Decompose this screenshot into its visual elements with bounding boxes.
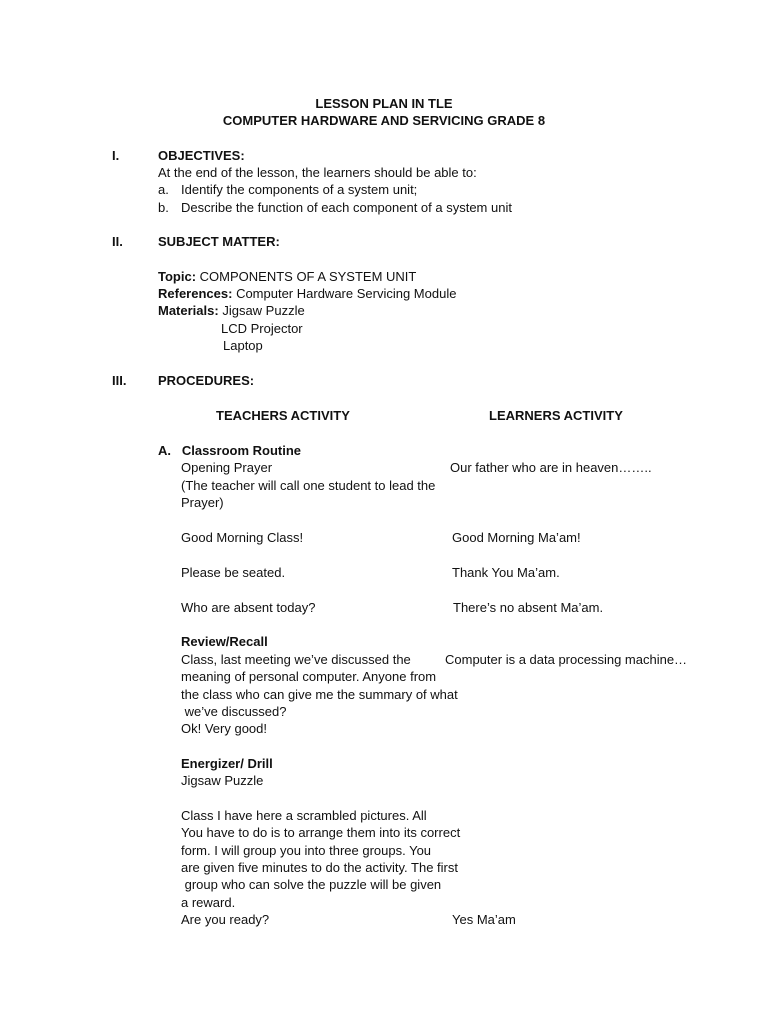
references-value: Computer Hardware Servicing Module [236, 286, 457, 301]
objective-b-marker: b. [158, 200, 169, 215]
energizer-line: form. I will group you into three groups. You [181, 843, 432, 858]
seated-instruction: Please be seated. [181, 565, 286, 580]
document-subtitle: COMPUTER HARDWARE AND SERVICING GRADE 8 [222, 113, 546, 128]
energizer-line: Class I have here a scrambled pictures. All [181, 808, 427, 823]
section-1-heading: OBJECTIVES: [158, 148, 245, 163]
ready-response: Yes Ma’am [452, 912, 516, 927]
opening-prayer-note: (The teacher will call one student to lead the [181, 478, 436, 493]
review-line: Class, last meeting we’ve discussed the [181, 652, 411, 667]
energizer-activity: Jigsaw Puzzle [181, 773, 264, 788]
objective-a-text: Identify the components of a system unit; [181, 182, 418, 197]
greeting: Good Morning Class! [181, 530, 304, 545]
review-line: meaning of personal computer. Anyone from [181, 669, 437, 684]
energizer-line: are given five minutes to do the activity. The first [181, 860, 458, 875]
teachers-activity-header: TEACHERS ACTIVITY [216, 408, 350, 423]
material-item: Jigsaw Puzzle [222, 303, 305, 318]
ready-question: Are you ready? [181, 912, 270, 927]
section-2-numeral: II. [112, 234, 123, 249]
review-heading: Review/Recall [181, 634, 268, 649]
objectives-intro: At the end of the lesson, the learners should be able to: [158, 165, 477, 180]
topic-line [158, 268, 416, 285]
absent-question: Who are absent today? [181, 600, 316, 615]
material-item: Laptop [223, 338, 263, 353]
opening-prayer-note: Prayer) [181, 495, 224, 510]
objective-b-text: Describe the function of each component of a system unit [181, 200, 512, 215]
review-line: we’ve discussed? [181, 704, 287, 719]
review-line: Ok! Very good! [181, 721, 267, 736]
learners-activity-header: LEARNERS ACTIVITY [489, 408, 623, 423]
references-label: References: [158, 286, 233, 301]
section-2-heading: SUBJECT MATTER: [158, 234, 280, 249]
section-3-numeral: III. [112, 373, 127, 388]
references-line [158, 285, 456, 302]
review-line: the class who can give me the summary of what [181, 687, 458, 702]
part-a-heading: A. Classroom Routine [158, 443, 302, 458]
opening-prayer-response: Our father who are in heaven…….. [450, 460, 652, 475]
review-response: Computer is a data processing machine… [445, 652, 688, 667]
materials-label: Materials: [158, 303, 219, 318]
section-3-heading: PROCEDURES: [158, 373, 255, 388]
objective-a-marker: a. [158, 182, 169, 197]
document-title: LESSON PLAN IN TLE [315, 96, 453, 111]
topic-label: Topic: [158, 269, 197, 284]
opening-prayer: Opening Prayer [181, 460, 273, 475]
energizer-heading: Energizer/ Drill [181, 756, 273, 771]
seated-response: Thank You Ma’am. [452, 565, 560, 580]
energizer-line: a reward. [181, 895, 236, 910]
section-1-numeral: I. [112, 148, 120, 163]
energizer-line: group who can solve the puzzle will be given [181, 877, 442, 892]
absent-response: There’s no absent Ma’am. [453, 600, 604, 615]
materials-line [158, 302, 305, 319]
energizer-line: You have to do is to arrange them into its correct [181, 825, 461, 840]
greeting-response: Good Morning Ma’am! [452, 530, 581, 545]
material-item: LCD Projector [221, 321, 303, 336]
topic-value: COMPONENTS OF A SYSTEM UNIT [199, 269, 417, 284]
